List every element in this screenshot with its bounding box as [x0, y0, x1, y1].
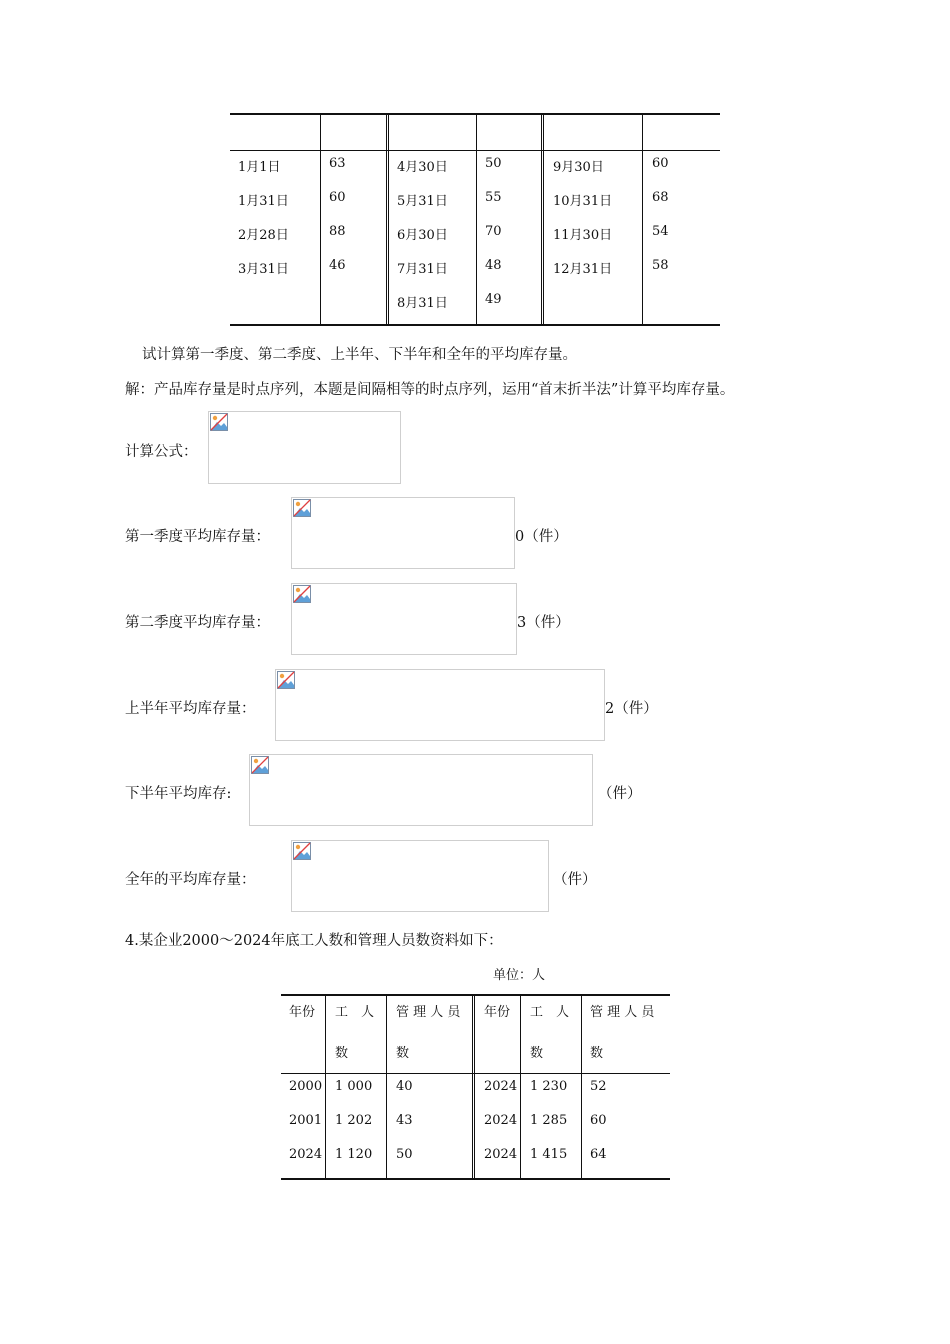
- table-cell: 60: [590, 1113, 607, 1128]
- q2-formula-image: [291, 583, 517, 655]
- table-cell: 1 415: [530, 1147, 568, 1162]
- h2-label: 下半年平均库存:: [125, 786, 232, 802]
- broken-image-icon: [292, 584, 312, 604]
- table2-col-divider: [581, 995, 582, 1178]
- solution-text: 解：产品库存量是时点序列，本题是间隔相等的时点序列，运用“首末折半法”计算平均库存量。: [125, 382, 735, 398]
- table-cell: 50: [485, 156, 502, 171]
- table-cell: 2024: [484, 1147, 518, 1162]
- table-header-cell: 数: [335, 1046, 349, 1061]
- broken-image-icon: [209, 412, 229, 432]
- table-cell: 2001: [289, 1113, 323, 1128]
- table-cell: 54: [652, 224, 669, 239]
- table-cell: 5月31日: [397, 194, 448, 209]
- h1-label: 上半年平均库存量：: [125, 701, 256, 717]
- problem-4-text: 4.某企业2000～2024年底工人数和管理人员数资料如下：: [125, 933, 503, 949]
- table2-top-rule: [281, 994, 670, 996]
- table-cell: 1 000: [335, 1079, 373, 1094]
- table1-col-divider: [476, 114, 477, 324]
- table-cell: 49: [485, 292, 502, 307]
- table-header-cell: 数: [530, 1046, 544, 1061]
- table-cell: 1月1日: [238, 160, 281, 175]
- table2-col-divider: [325, 995, 326, 1178]
- q1-formula-image: [291, 497, 515, 569]
- table-cell: 40: [396, 1079, 413, 1094]
- broken-image-icon: [250, 755, 270, 775]
- table-header-cell: 年份: [484, 1005, 511, 1020]
- table-cell: 46: [329, 258, 346, 273]
- table2-col-divider: [520, 995, 521, 1178]
- table-cell: 60: [652, 156, 669, 171]
- table-cell: 8月31日: [397, 296, 448, 311]
- table-header-cell: 年份: [289, 1005, 316, 1020]
- table-cell: 2月28日: [238, 228, 289, 243]
- table1-top-rule: [230, 113, 720, 115]
- table-cell: 2024: [484, 1113, 518, 1128]
- table-cell: 88: [329, 224, 346, 239]
- table-cell: 1 120: [335, 1147, 373, 1162]
- table-cell: 52: [590, 1079, 607, 1094]
- h1-formula-image: [275, 669, 605, 741]
- h2-result: （件）: [598, 786, 642, 802]
- table-cell: 63: [329, 156, 346, 171]
- table1-bottom-rule: [230, 324, 720, 326]
- table-cell: 6月30日: [397, 228, 448, 243]
- table1-group-divider: [541, 114, 544, 324]
- broken-image-icon: [276, 670, 296, 690]
- q1-label: 第一季度平均库存量：: [125, 529, 270, 545]
- table-cell: 1月31日: [238, 194, 289, 209]
- table-cell: 64: [590, 1147, 607, 1162]
- table-cell: 7月31日: [397, 262, 448, 277]
- table-header-cell: 管 理 人 员: [396, 1005, 461, 1020]
- table-cell: 2024: [484, 1079, 518, 1094]
- broken-image-icon: [292, 498, 312, 518]
- table-header-cell: 管 理 人 员: [590, 1005, 655, 1020]
- table2-group-divider: [472, 995, 475, 1178]
- table-cell: 43: [396, 1113, 413, 1128]
- table-header-cell: 数: [590, 1046, 604, 1061]
- table-cell: 4月30日: [397, 160, 448, 175]
- table-cell: 2000: [289, 1079, 323, 1094]
- table-cell: 11月30日: [553, 228, 613, 243]
- table1-group-divider: [386, 114, 389, 324]
- table-cell: 50: [396, 1147, 413, 1162]
- table-header-cell: 工 人: [530, 1005, 570, 1020]
- table-cell: 12月31日: [553, 262, 613, 277]
- table-cell: 60: [329, 190, 346, 205]
- table-cell: 1 285: [530, 1113, 568, 1128]
- table1-header-rule: [230, 150, 720, 151]
- table1-col-divider: [320, 114, 321, 324]
- formula-label: 计算公式：: [125, 444, 198, 460]
- table-cell: 58: [652, 258, 669, 273]
- q2-result: 3（件）: [517, 615, 570, 631]
- broken-image-icon: [292, 841, 312, 861]
- table2-header-rule: [281, 1073, 670, 1074]
- table-header-cell: 数: [396, 1046, 410, 1061]
- unit-label: 单位：人: [493, 968, 546, 983]
- table-cell: 9月30日: [553, 160, 604, 175]
- table-cell: 70: [485, 224, 502, 239]
- question-text: 试计算第一季度、第二季度、上半年、下半年和全年的平均库存量。: [142, 347, 577, 363]
- table-cell: 3月31日: [238, 262, 289, 277]
- q1-result: 0（件）: [515, 529, 568, 545]
- table-cell: 1 202: [335, 1113, 373, 1128]
- table-cell: 48: [485, 258, 502, 273]
- table-header-cell: 工 人: [335, 1005, 375, 1020]
- table-cell: 10月31日: [553, 194, 613, 209]
- h2-formula-image: [249, 754, 593, 826]
- table-cell: 1 230: [530, 1079, 568, 1094]
- table2-bottom-rule: [281, 1178, 670, 1180]
- year-label: 全年的平均库存量：: [125, 872, 256, 888]
- table-cell: 2024: [289, 1147, 323, 1162]
- year-formula-image: [291, 840, 549, 912]
- year-result: （件）: [553, 872, 597, 888]
- table1-col-divider: [642, 114, 643, 324]
- h1-result: 2（件）: [605, 701, 658, 717]
- table-cell: 55: [485, 190, 502, 205]
- formula-image: [208, 411, 401, 484]
- q2-label: 第二季度平均库存量：: [125, 615, 270, 631]
- table2-col-divider: [386, 995, 387, 1178]
- table-cell: 68: [652, 190, 669, 205]
